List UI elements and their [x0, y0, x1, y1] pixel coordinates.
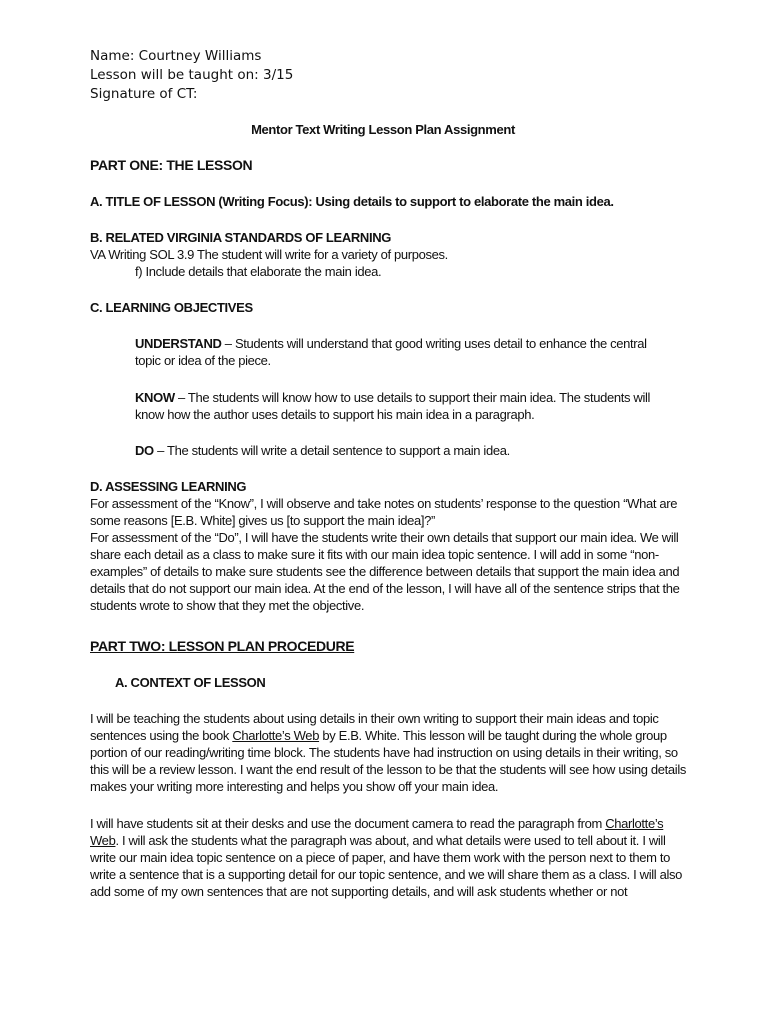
objectives-heading: C. LEARNING OBJECTIVES — [90, 300, 253, 315]
title-of-lesson: A. TITLE OF LESSON (Writing Focus): Using details to support to elaborate the main idea. — [90, 194, 614, 209]
objective-do — [135, 442, 655, 459]
assessing-heading: D. ASSESSING LEARNING — [90, 479, 247, 494]
name-line: Name: Courtney Williams — [90, 48, 262, 64]
context-heading: A. CONTEXT OF LESSON — [115, 675, 266, 690]
context-p2-start: I will have students sit at their desks and use the document camera to read the paragraph from — [90, 816, 606, 831]
assessing-know-paragraph: For assessment of the “Know”, I will observe and take notes on students’ response to the question “What are some reasons [E.B. White] gives us [to support the main idea]?” — [90, 496, 678, 528]
know-text: – The students will know how to use details to support their main idea. The students will know how the author uses details to support his main idea in a paragraph. — [135, 390, 651, 422]
know-label: KNOW — [135, 390, 175, 405]
assessing-do-paragraph: For assessment of the “Do”, I will have the students write their own details that support our main idea. We will share each detail as a class to make sure it fits with our main idea topic sentence. I will add in some “non-examples” of details to make sure students see the difference between details that support the main idea and details that do not support our main idea. At the end of the lesson, I will have all of the sentence strips that the students wrote to show that they met the objective. — [90, 530, 680, 613]
signature-line: Signature of CT: — [90, 86, 198, 102]
document-title: Mentor Text Writing Lesson Plan Assignment — [251, 122, 515, 137]
context-p1-end: by E.B. White. This lesson will be taught during the whole group portion of our reading/writing time block. The students have had instruction on using details in their writing, so this will be a review lesson. I want the end result of the lesson to be that the students will see how using details makes your writing more interesting and helps you show off your main idea. — [90, 728, 687, 794]
part-one-heading: PART ONE: THE LESSON — [90, 157, 253, 173]
standards-line-2: f) Include details that elaborate the main idea. — [135, 264, 382, 279]
understand-text: – Students will understand that good writing uses detail to enhance the central topic or idea of the piece. — [135, 336, 647, 368]
standards-line-1: VA Writing SOL 3.9 The student will write for a variety of purposes. — [90, 247, 448, 262]
understand-label: UNDERSTAND — [135, 336, 222, 351]
book-title-link: Charlotte’s Web — [232, 728, 320, 743]
objective-know — [135, 389, 655, 423]
objective-understand — [135, 335, 655, 369]
book-title-link-2: Charlotte’s Web — [90, 816, 664, 848]
taught-on-line: Lesson will be taught on: 3/15 — [90, 67, 294, 83]
context-p1-start: I will be teaching the students about using details in their own writing to support their main ideas and topic sentences using the book — [90, 711, 659, 743]
standards-heading: B. RELATED VIRGINIA STANDARDS OF LEARNING — [90, 230, 392, 245]
part-two-heading: PART TWO: LESSON PLAN PROCEDURE — [90, 638, 355, 654]
do-label: DO — [135, 443, 154, 458]
do-text: – The students will write a detail sentence to support a main idea. — [153, 443, 510, 458]
context-p2-end: . I will ask the students what the paragraph was about, and what details were used to tell about it. I will write our main idea topic sentence on a piece of paper, and have them work with the person next to them to write a sentence that is a supporting detail for our topic sentence, and we will share them as a class. I will also add some of my own sentences that are not supporting details, and will ask students whether or not — [90, 833, 683, 899]
context-paragraph-1 — [90, 710, 690, 795]
context-paragraph-2 — [90, 815, 690, 900]
